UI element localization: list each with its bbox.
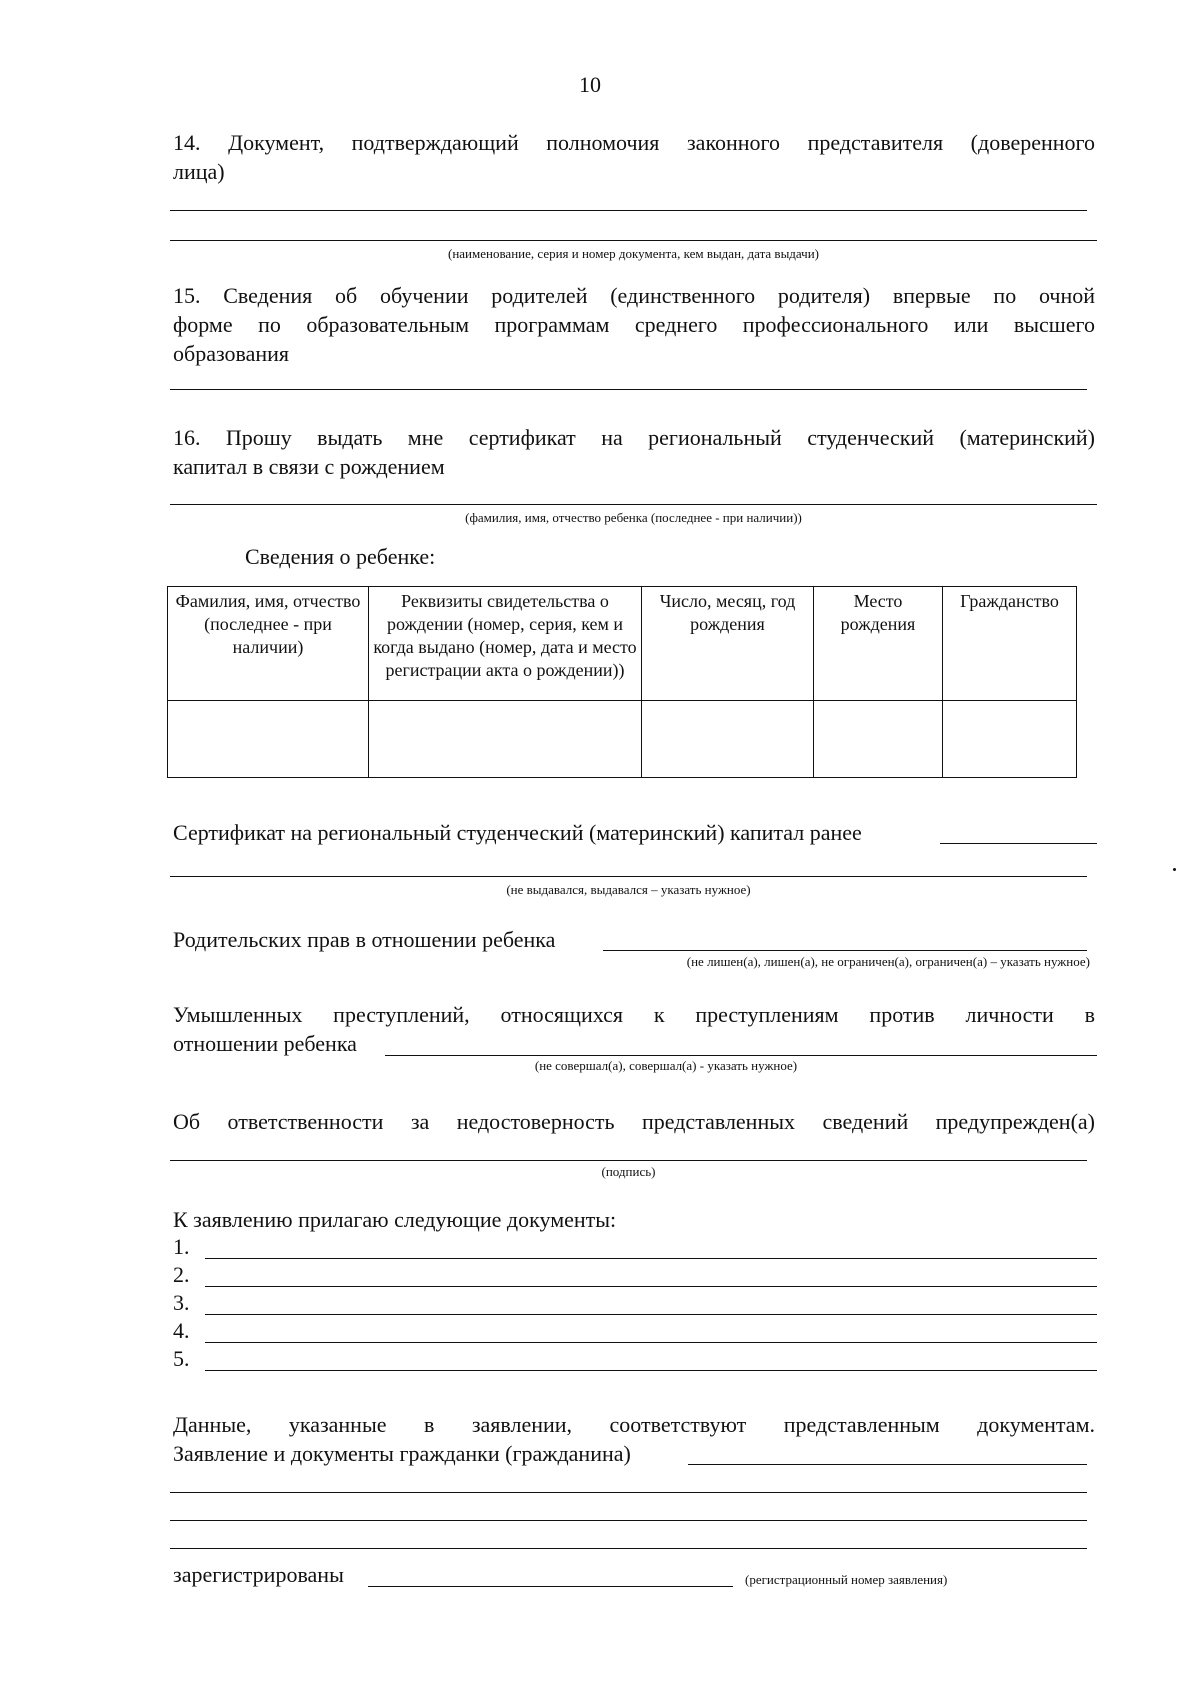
certificate-blank-line[interactable] bbox=[170, 876, 1087, 877]
child-table-header-citizenship: Гражданство bbox=[943, 587, 1077, 701]
signature-caption: (подпись) bbox=[601, 1164, 656, 1179]
item14-blank-line-1[interactable] bbox=[170, 210, 1087, 211]
responsibility-text: Об ответственности за недостоверность представленных сведений предупрежден(а) bbox=[173, 1109, 1095, 1134]
closing-blank-line-2[interactable] bbox=[170, 1520, 1087, 1521]
closing-line2: Заявление и документы гражданки (гражданина) bbox=[173, 1441, 631, 1466]
item14-line2: лица) bbox=[173, 159, 225, 184]
child-table-header-name: Фамилия, имя, отчество (последнее - при наличии) bbox=[168, 587, 369, 701]
certificate-blank-inline[interactable] bbox=[940, 843, 1097, 844]
parental-rights-blank-line[interactable] bbox=[603, 950, 1087, 951]
attachment-line-4[interactable] bbox=[205, 1342, 1097, 1343]
attachment-line-3[interactable] bbox=[205, 1314, 1097, 1315]
citizen-name-line[interactable] bbox=[688, 1464, 1087, 1465]
crimes-blank-line[interactable] bbox=[385, 1055, 1097, 1056]
registration-number-line[interactable] bbox=[368, 1586, 733, 1587]
attachment-line-2[interactable] bbox=[205, 1286, 1097, 1287]
attachment-number-3: 3. bbox=[173, 1290, 190, 1315]
item16-line1: 16. Прошу выдать мне сертификат на региональный студенческий (материнский) bbox=[173, 425, 1095, 450]
crimes-line1: Умышленных преступлений, относящихся к преступлениям против личности в bbox=[173, 1002, 1095, 1027]
parental-rights-text: Родительских прав в отношении ребенка bbox=[173, 927, 556, 952]
child-table-cell-name[interactable] bbox=[168, 701, 369, 778]
registration-caption: (регистрационный номер заявления) bbox=[745, 1572, 948, 1587]
child-table-row bbox=[168, 701, 1077, 778]
registered-label: зарегистрированы bbox=[173, 1562, 344, 1587]
closing-line1: Данные, указанные в заявлении, соответствуют представленным документам. bbox=[173, 1412, 1095, 1437]
attachment-line-5[interactable] bbox=[205, 1370, 1097, 1371]
child-table-cell-birthdate[interactable] bbox=[642, 701, 814, 778]
child-table-cell-birthplace[interactable] bbox=[814, 701, 943, 778]
item16-caption: (фамилия, имя, отчество ребенка (последнее - при наличии)) bbox=[465, 510, 802, 525]
child-table-header-birthdate: Число, месяц, год рождения bbox=[642, 587, 814, 701]
item15-blank-line[interactable] bbox=[170, 389, 1087, 390]
crimes-caption: (не совершал(а), совершал(а) - указать нужное) bbox=[534, 1058, 798, 1073]
item15-line3: образования bbox=[173, 341, 290, 366]
crimes-line2: отношении ребенка bbox=[173, 1031, 357, 1056]
item15-line1: 15. Сведения об обучении родителей (единственного родителя) впервые по очной bbox=[173, 283, 1095, 308]
closing-blank-line-3[interactable] bbox=[170, 1548, 1087, 1549]
child-info-table bbox=[167, 586, 1077, 778]
attachments-title: К заявлению прилагаю следующие документы: bbox=[173, 1207, 617, 1232]
item14-line1: 14. Документ, подтверждающий полномочия законного представителя (доверенного bbox=[173, 130, 1095, 155]
child-table-header-certificate: Реквизиты свидетельства о рождении (номер, серия, кем и когда выдано (номер, дата и место регистрации акта о рождении)) bbox=[369, 587, 642, 701]
attachment-line-1[interactable] bbox=[205, 1258, 1097, 1259]
page-number: 10 bbox=[579, 72, 601, 97]
item14-blank-line-2[interactable] bbox=[170, 240, 1097, 241]
attachment-number-2: 2. bbox=[173, 1262, 190, 1287]
child-table-cell-citizenship[interactable] bbox=[943, 701, 1077, 778]
signature-line[interactable] bbox=[170, 1160, 1087, 1161]
closing-blank-line-1[interactable] bbox=[170, 1492, 1087, 1493]
item16-child-name-line[interactable] bbox=[170, 504, 1097, 505]
attachment-number-1: 1. bbox=[173, 1234, 190, 1259]
parental-rights-caption: (не лишен(а), лишен(а), не ограничен(а), ограничен(а) – указать нужное) bbox=[686, 954, 1090, 969]
item14-caption: (наименование, серия и номер документа, кем выдан, дата выдачи) bbox=[448, 246, 819, 261]
attachment-number-5: 5. bbox=[173, 1346, 190, 1371]
certificate-text: Сертификат на региональный студенческий (материнский) капитал ранее bbox=[173, 820, 862, 845]
attachment-number-4: 4. bbox=[173, 1318, 190, 1343]
margin-dot bbox=[1173, 868, 1176, 871]
child-table-cell-certificate[interactable] bbox=[369, 701, 642, 778]
item16-line2: капитал в связи с рождением bbox=[173, 454, 445, 479]
item15-line2: форме по образовательным программам среднего профессионального или высшего bbox=[173, 312, 1095, 337]
child-table-header-birthplace: Место рождения bbox=[814, 587, 943, 701]
certificate-caption: (не выдавался, выдавался – указать нужное) bbox=[506, 882, 751, 897]
child-table-header-row bbox=[168, 587, 1077, 701]
child-section-title: Сведения о ребенке: bbox=[245, 544, 436, 569]
